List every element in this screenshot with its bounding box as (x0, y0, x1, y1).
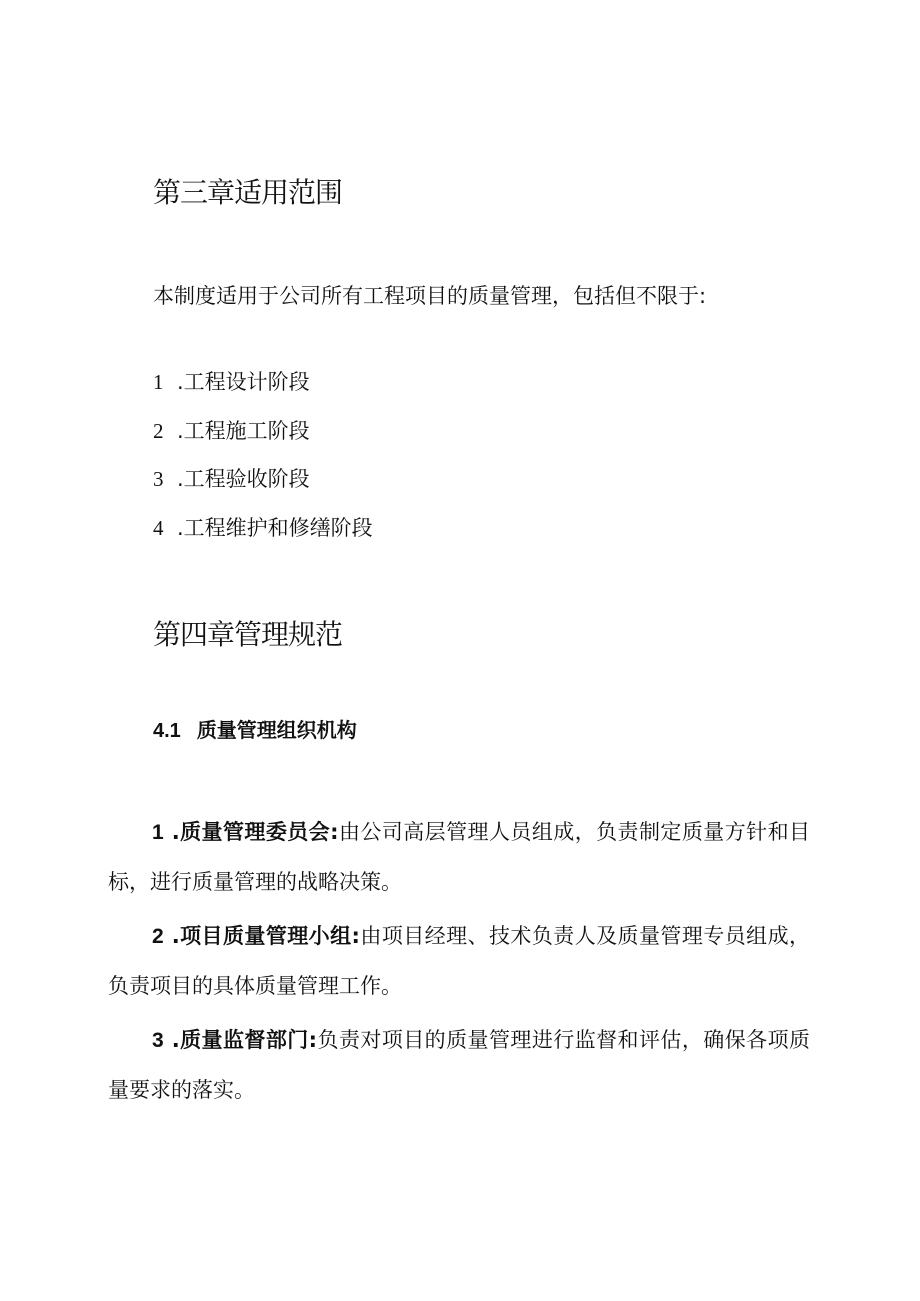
scope-item-text: .工程验收阶段 (177, 467, 310, 491)
scope-item-number: 2 (153, 418, 164, 443)
scope-list (153, 367, 373, 561)
chapter-4-heading: 第四章管理规范 (153, 618, 343, 651)
scope-item-text: .工程维护和修缮阶段 (177, 515, 373, 540)
scope-item-text: .工程施工阶段 (177, 418, 310, 443)
scope-list-item (153, 513, 373, 562)
org-item-text: 由项目经理、技术负责人及质量管理专员组成，负责项目的具体质量管理工作。 (108, 924, 811, 998)
scope-item-number: 3 (153, 467, 164, 491)
org-item-term: .质量管理委员会: (171, 820, 339, 844)
scope-item-number: 4 (153, 515, 164, 540)
org-item-number: 1 (152, 821, 164, 844)
scope-intro: 本制度适用于公司所有工程项目的质量管理，包括但不限于: (153, 284, 707, 308)
org-item-term: .项目质量管理小组: (171, 924, 360, 948)
chapter-3-heading: 第三章适用范围 (153, 176, 343, 209)
org-item-term: .质量监督部门: (171, 1028, 318, 1052)
organization-item (108, 1016, 810, 1114)
org-item-number: 3 (152, 1029, 164, 1052)
org-item-text: 由公司高层管理人员组成，负责制定质量方针和目标，进行质量管理的战略决策。 (108, 820, 811, 894)
section-4-1-heading (153, 715, 357, 746)
scope-list-item (153, 416, 373, 465)
scope-item-text: .工程设计阶段 (177, 370, 310, 394)
scope-list-item (153, 464, 373, 513)
scope-list-item (153, 367, 373, 416)
section-title: 质量管理组织机构 (196, 718, 357, 742)
organization-item (108, 808, 810, 906)
org-item-number: 2 (152, 925, 164, 948)
section-number: 4.1 (153, 720, 181, 742)
organization-item (108, 912, 810, 1010)
scope-item-number: 1 (153, 370, 164, 394)
organization-list (108, 808, 810, 1120)
org-item-text: 负责对项目的质量管理进行监督和评估，确保各项质量要求的落实。 (108, 1028, 811, 1102)
